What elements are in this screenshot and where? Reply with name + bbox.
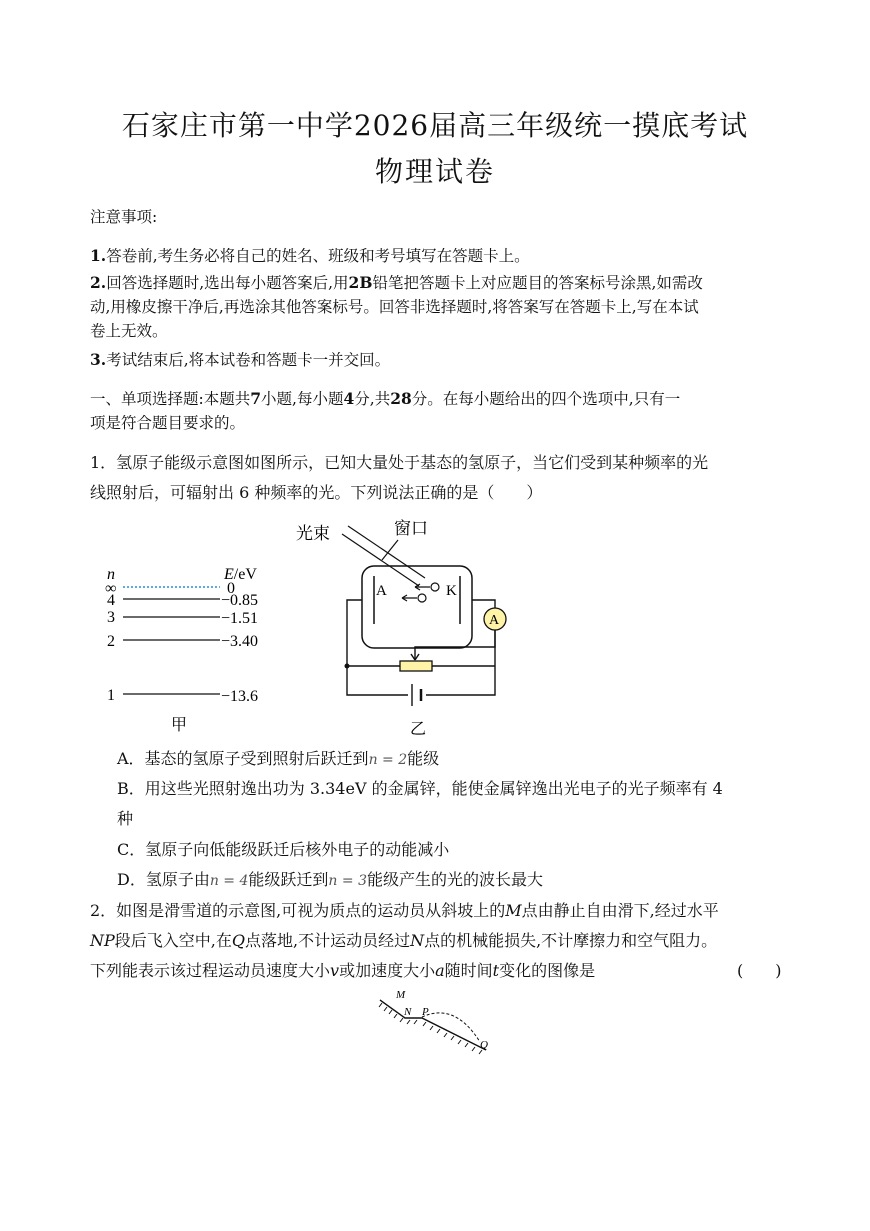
light-beam-label: 光束 bbox=[296, 524, 330, 543]
exam-title: 石家庄市第一中学2026届高三年级统一摸底考试 bbox=[121, 109, 749, 142]
window-label: 窗口 bbox=[394, 519, 428, 538]
question-1-line1: 1．氢原子能级示意图如图所示，已知大量处于基态的氢原子，当它们受到某种频率的光 bbox=[90, 453, 709, 472]
section-count: 7 bbox=[250, 389, 262, 408]
question-1-stem bbox=[90, 448, 790, 508]
q2-answer-paren: ( ) bbox=[737, 961, 782, 980]
q2-line2-a: 段后飞入空中,在 bbox=[114, 931, 232, 950]
section-text-c: 小题,每小题 bbox=[261, 390, 344, 408]
option-d bbox=[117, 865, 543, 896]
level-2-e: −3.40 bbox=[221, 633, 259, 650]
level-inf-n: ∞ bbox=[105, 580, 117, 597]
energy-level-diagram bbox=[95, 560, 295, 735]
question-2-stem bbox=[90, 896, 790, 986]
note-3-number: 3. bbox=[90, 350, 107, 369]
exam-subtitle: 物理试卷 bbox=[374, 155, 495, 188]
section-1-header bbox=[90, 387, 790, 435]
option-d-formula-1: n = 4 bbox=[209, 873, 249, 889]
q2-line1-a: 2．如图是滑雪道的示意图,可视为质点的运动员从斜坡上的 bbox=[90, 901, 506, 920]
figure-a-caption: 甲 bbox=[171, 717, 188, 734]
q2-segment-np: NP bbox=[90, 931, 115, 950]
note-1 bbox=[90, 244, 530, 268]
note-2-line3: 卷上无效。 bbox=[90, 322, 168, 340]
rheostat-icon bbox=[400, 661, 432, 671]
section-points-each: 4 bbox=[343, 389, 355, 408]
figure-b-caption: 乙 bbox=[410, 721, 427, 738]
note-2 bbox=[90, 271, 790, 343]
option-b bbox=[117, 774, 777, 834]
section-text-e: 分,共 bbox=[354, 390, 391, 408]
section-points-total: 28 bbox=[390, 389, 412, 408]
photoelectric-circuit-diagram bbox=[290, 512, 520, 740]
option-b-line1: B．用这些光照射逸出功为 3.34eV 的金属锌，能使金属锌逸出光电子的光子频率有 4 bbox=[117, 779, 723, 798]
slope-point-n: N bbox=[404, 1006, 412, 1018]
q2-var-t: t bbox=[492, 961, 500, 980]
cathode-label: K bbox=[446, 583, 457, 599]
axis-n-label: n bbox=[107, 566, 115, 583]
slope-point-p: P bbox=[422, 1006, 429, 1018]
option-d-text-c: 能级产生的光的波长最大 bbox=[366, 870, 543, 889]
option-d-text-a: D．氢原子由 bbox=[117, 870, 210, 889]
level-3-n: 3 bbox=[107, 609, 115, 626]
battery-gap bbox=[408, 682, 426, 708]
q2-var-a: a bbox=[435, 961, 445, 980]
cathode-wire bbox=[472, 600, 495, 608]
axis-energy-label: E/eV bbox=[224, 566, 257, 583]
junction-dot bbox=[345, 664, 350, 669]
q2-point-m: M bbox=[505, 901, 522, 920]
q2-var-v: v bbox=[330, 961, 340, 980]
option-a-text-end: 能级 bbox=[407, 749, 440, 768]
electron-arrow-2 bbox=[402, 595, 417, 601]
note-2-text-c: 铅笔把答题卡上对应题目的答案标号涂黑,如需改 bbox=[372, 274, 703, 292]
option-a-formula: n = 2 bbox=[368, 752, 408, 768]
level-1-n: 1 bbox=[107, 687, 115, 704]
level-4-e: −0.85 bbox=[221, 592, 259, 609]
q2-line3-c: 随时间 bbox=[444, 961, 493, 980]
note-1-number: 1. bbox=[90, 246, 107, 265]
note-2-line2: 动,用橡皮擦干净后,再选涂其他答案标号。回答非选择题时,将答案写在答题卡上,写在本试 bbox=[90, 298, 699, 316]
option-a bbox=[117, 744, 439, 775]
photo-tube bbox=[362, 566, 472, 648]
slope-point-m: M bbox=[396, 989, 406, 1001]
option-a-text: A．基态的氢原子受到照射后跃迁到 bbox=[117, 749, 369, 768]
section-text-a: 一、单项选择题:本题共 bbox=[90, 390, 251, 408]
level-1-e: −13.6 bbox=[221, 688, 259, 705]
flight-trajectory bbox=[422, 1013, 480, 1042]
electron-2 bbox=[418, 594, 426, 602]
option-d-formula-2: n = 3 bbox=[328, 873, 367, 889]
light-beam-line-2 bbox=[342, 534, 419, 586]
level-3-e: −1.51 bbox=[221, 610, 259, 627]
note-2-pencil: 2B bbox=[348, 273, 373, 292]
q2-line1-b: 点由静止自由滑下,经过水平 bbox=[521, 901, 719, 920]
slope-point-q: Q bbox=[480, 1039, 488, 1051]
level-2-n: 2 bbox=[107, 633, 115, 650]
option-d-text-b: 能级跃迁到 bbox=[248, 870, 329, 889]
note-3 bbox=[90, 348, 390, 372]
q2-line3-b: 或加速度大小 bbox=[339, 961, 436, 980]
q2-point-n: N bbox=[410, 931, 425, 950]
q2-line3-a: 下列能表示该过程运动员速度大小 bbox=[90, 961, 331, 980]
note-3-text: 考试结束后,将本试卷和答题卡一并交回。 bbox=[106, 351, 391, 369]
anode-label: A bbox=[376, 583, 387, 599]
level-4-n: 4 bbox=[107, 592, 115, 609]
q2-point-q: Q bbox=[231, 931, 245, 950]
note-2-number: 2. bbox=[90, 273, 107, 292]
option-c: C．氢原子向低能级跃迁后核外电子的动能减小 bbox=[117, 840, 450, 859]
level-inf-e: 0 bbox=[227, 580, 235, 597]
note-1-text: 答卷前,考生务必将自己的姓名、班级和考号填写在答题卡上。 bbox=[106, 247, 530, 265]
q2-line3-d: 变化的图像是 bbox=[499, 961, 596, 980]
option-b-line2: 种 bbox=[117, 809, 134, 828]
section-line2: 项是符合题目要求的。 bbox=[90, 414, 246, 432]
ammeter-label: A bbox=[489, 613, 500, 628]
q2-line2-c: 点的机械能损失,不计摩擦力和空气阻力。 bbox=[424, 931, 718, 950]
section-text-g: 分。在每小题给出的四个选项中,只有一 bbox=[411, 390, 681, 408]
note-2-text-a: 回答选择题时,选出每小题答案后,用 bbox=[106, 274, 349, 292]
q2-line2-b: 点落地,不计运动员经过 bbox=[244, 931, 411, 950]
ski-slope-diagram bbox=[370, 982, 500, 1062]
electron-1 bbox=[431, 583, 439, 591]
question-1-line2: 线照射后，可辐射出 6 种频率的光。下列说法正确的是（ ） bbox=[90, 483, 543, 502]
slope-surface bbox=[380, 1000, 486, 1050]
slider-wire bbox=[415, 630, 495, 660]
notes-heading: 注意事项: bbox=[90, 208, 158, 226]
